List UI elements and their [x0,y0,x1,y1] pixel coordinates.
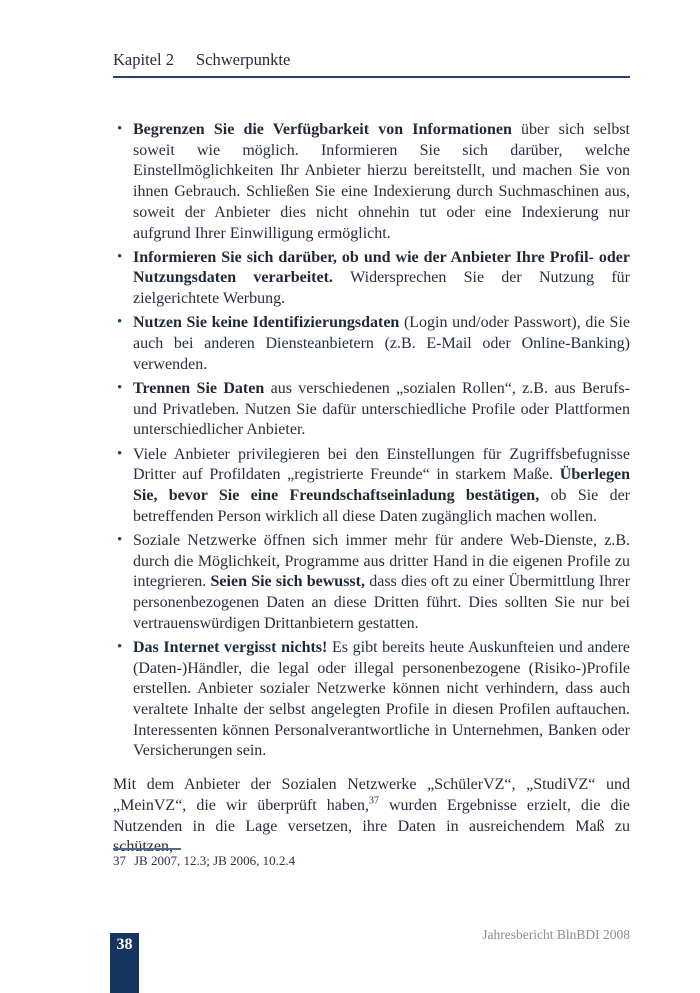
bold-text: Begrenzen Sie die Verfügbarkeit von Informationen [133,121,522,138]
page-number-box [110,933,139,993]
bullet-list [113,120,630,762]
body-text: Viele Anbieter privilegieren bei den Einstellungen für Zugriffsbefugnisse Dritter auf Profildaten „registrierte Freunde“ in starkem Maße. [133,445,630,484]
body-text: dass dies oft zu einer Übermittlung Ihrer personenbezogenen Daten an diese Dritten führt. Dies sollten Sie nur bei vertrauenswürdigen Drittanbietern gestatten. [133,573,631,632]
list-item [113,445,630,528]
bullet-text [133,532,630,632]
bullet-text [133,314,630,372]
closing-paragraph [113,775,630,858]
bullet-icon: • [117,638,123,655]
page-header [113,50,630,78]
report-title: Jahresbericht BlnBDI 2008 [482,927,630,942]
body-text: ob Sie der betreffenden Person wirklich all diese Daten zugänglich machen wollen. [133,486,631,525]
body-text: über sich selbst soweit wie möglich. Informieren Sie sich darüber, welche Einstellmöglichkeiten Ihr Anbieter hierzu bereitstellt, und machen Sie von ihnen Gebrauch. Schließen Sie eine Indexierung durch Suchmaschinen aus, soweit der Anbieter dies nicht ohnehin tut oder eine Indexierung nur aufgrund Ihrer Einwilligung ermöglicht. [133,121,630,242]
footnote [113,848,630,869]
list-item [113,313,630,375]
list-item [113,120,630,244]
bold-text: Überlegen Sie, bevor Sie eine Freundschaftseinladung bestätigen, [133,466,630,504]
bullet-text [133,380,630,438]
footnote-rule [113,848,181,850]
bullet-icon: • [117,121,123,137]
bullet-icon: • [117,379,123,396]
list-item [113,531,630,635]
page-content [113,120,630,858]
bullet-icon: • [117,314,123,331]
bold-text: Trennen Sie Daten [133,379,271,397]
bullet-text [133,446,630,525]
bullet-text [133,639,630,760]
body-text: Mit dem Anbieter der Sozialen Netzwerke „SchülerVZ“, „StudiVZ“ und „MeinVZ“, die wir überprüft haben, [113,776,630,814]
body-text: Es gibt bereits heute Auskunfteien und andere (Daten-)Händler, die legal oder illegal personenbezogene (Risiko-)Profile erstellen. Anbieter sozialer Netzwerke können nicht verhindern, dass auch veraltete Inhalte der selbst angelegten Profile in diesen Profilen auftauchen. Interessenten können Personalverantwortliche in Unternehmen, Banken oder Versicherungen sein. [133,638,631,760]
body-text: (Login und/oder Passwort), die Sie auch bei anderen Diensteanbietern (z.B. E-Mail oder Online-Banking) verwenden. [133,314,630,373]
bold-text: Das Internet vergisst nichts! [133,638,332,656]
bullet-text [133,121,630,242]
body-text: Widersprechen Sie der Nutzung für zielgerichtete Werbung. [133,269,631,308]
list-item [113,638,630,762]
bold-text: Nutzen Sie keine Identifizierungsdaten [133,314,404,332]
body-text: Soziale Netzwerke öffnen sich immer mehr für andere Web-Dienste, z.B. durch die Möglichkeit, Programme aus dritter Hand in die eigenen Profile zu integrieren. [133,531,630,591]
body-text: aus verschiedenen „sozialen Rollen“, z.B. aus Berufs- und Privatleben. Nutzen Sie dafür unterschiedliche Profile oder Plattformen unterschiedlicher Anbieter. [133,379,630,439]
list-item [113,379,630,441]
page-number: 38 [116,936,133,953]
list-item [113,248,630,310]
body-text: wurden Ergebnisse erzielt, die die Nutzenden in die Lage versetzen, ihre Daten in ausreichendem Maß zu schützen, [113,796,630,856]
footnote-number: 37 [113,853,126,868]
bullet-icon: • [117,531,123,548]
bold-text: Informieren Sie sich darüber, ob und wie der Anbieter Ihre Profil- oder Nutzungsdaten verarbeitet. [133,248,630,287]
bullet-text [133,249,630,307]
footnote-text [113,853,630,869]
footnote-reference: JB 2007, 12.3; JB 2006, 10.2.4 [134,853,296,868]
bullet-icon: • [117,248,123,265]
footnote-ref: 37 [368,795,379,807]
bullet-icon: • [117,445,123,462]
bold-text: Seien Sie sich bewusst, [210,573,370,591]
chapter-title: Schwerpunkte [195,50,291,69]
chapter-label: Kapitel 2 [113,50,174,69]
